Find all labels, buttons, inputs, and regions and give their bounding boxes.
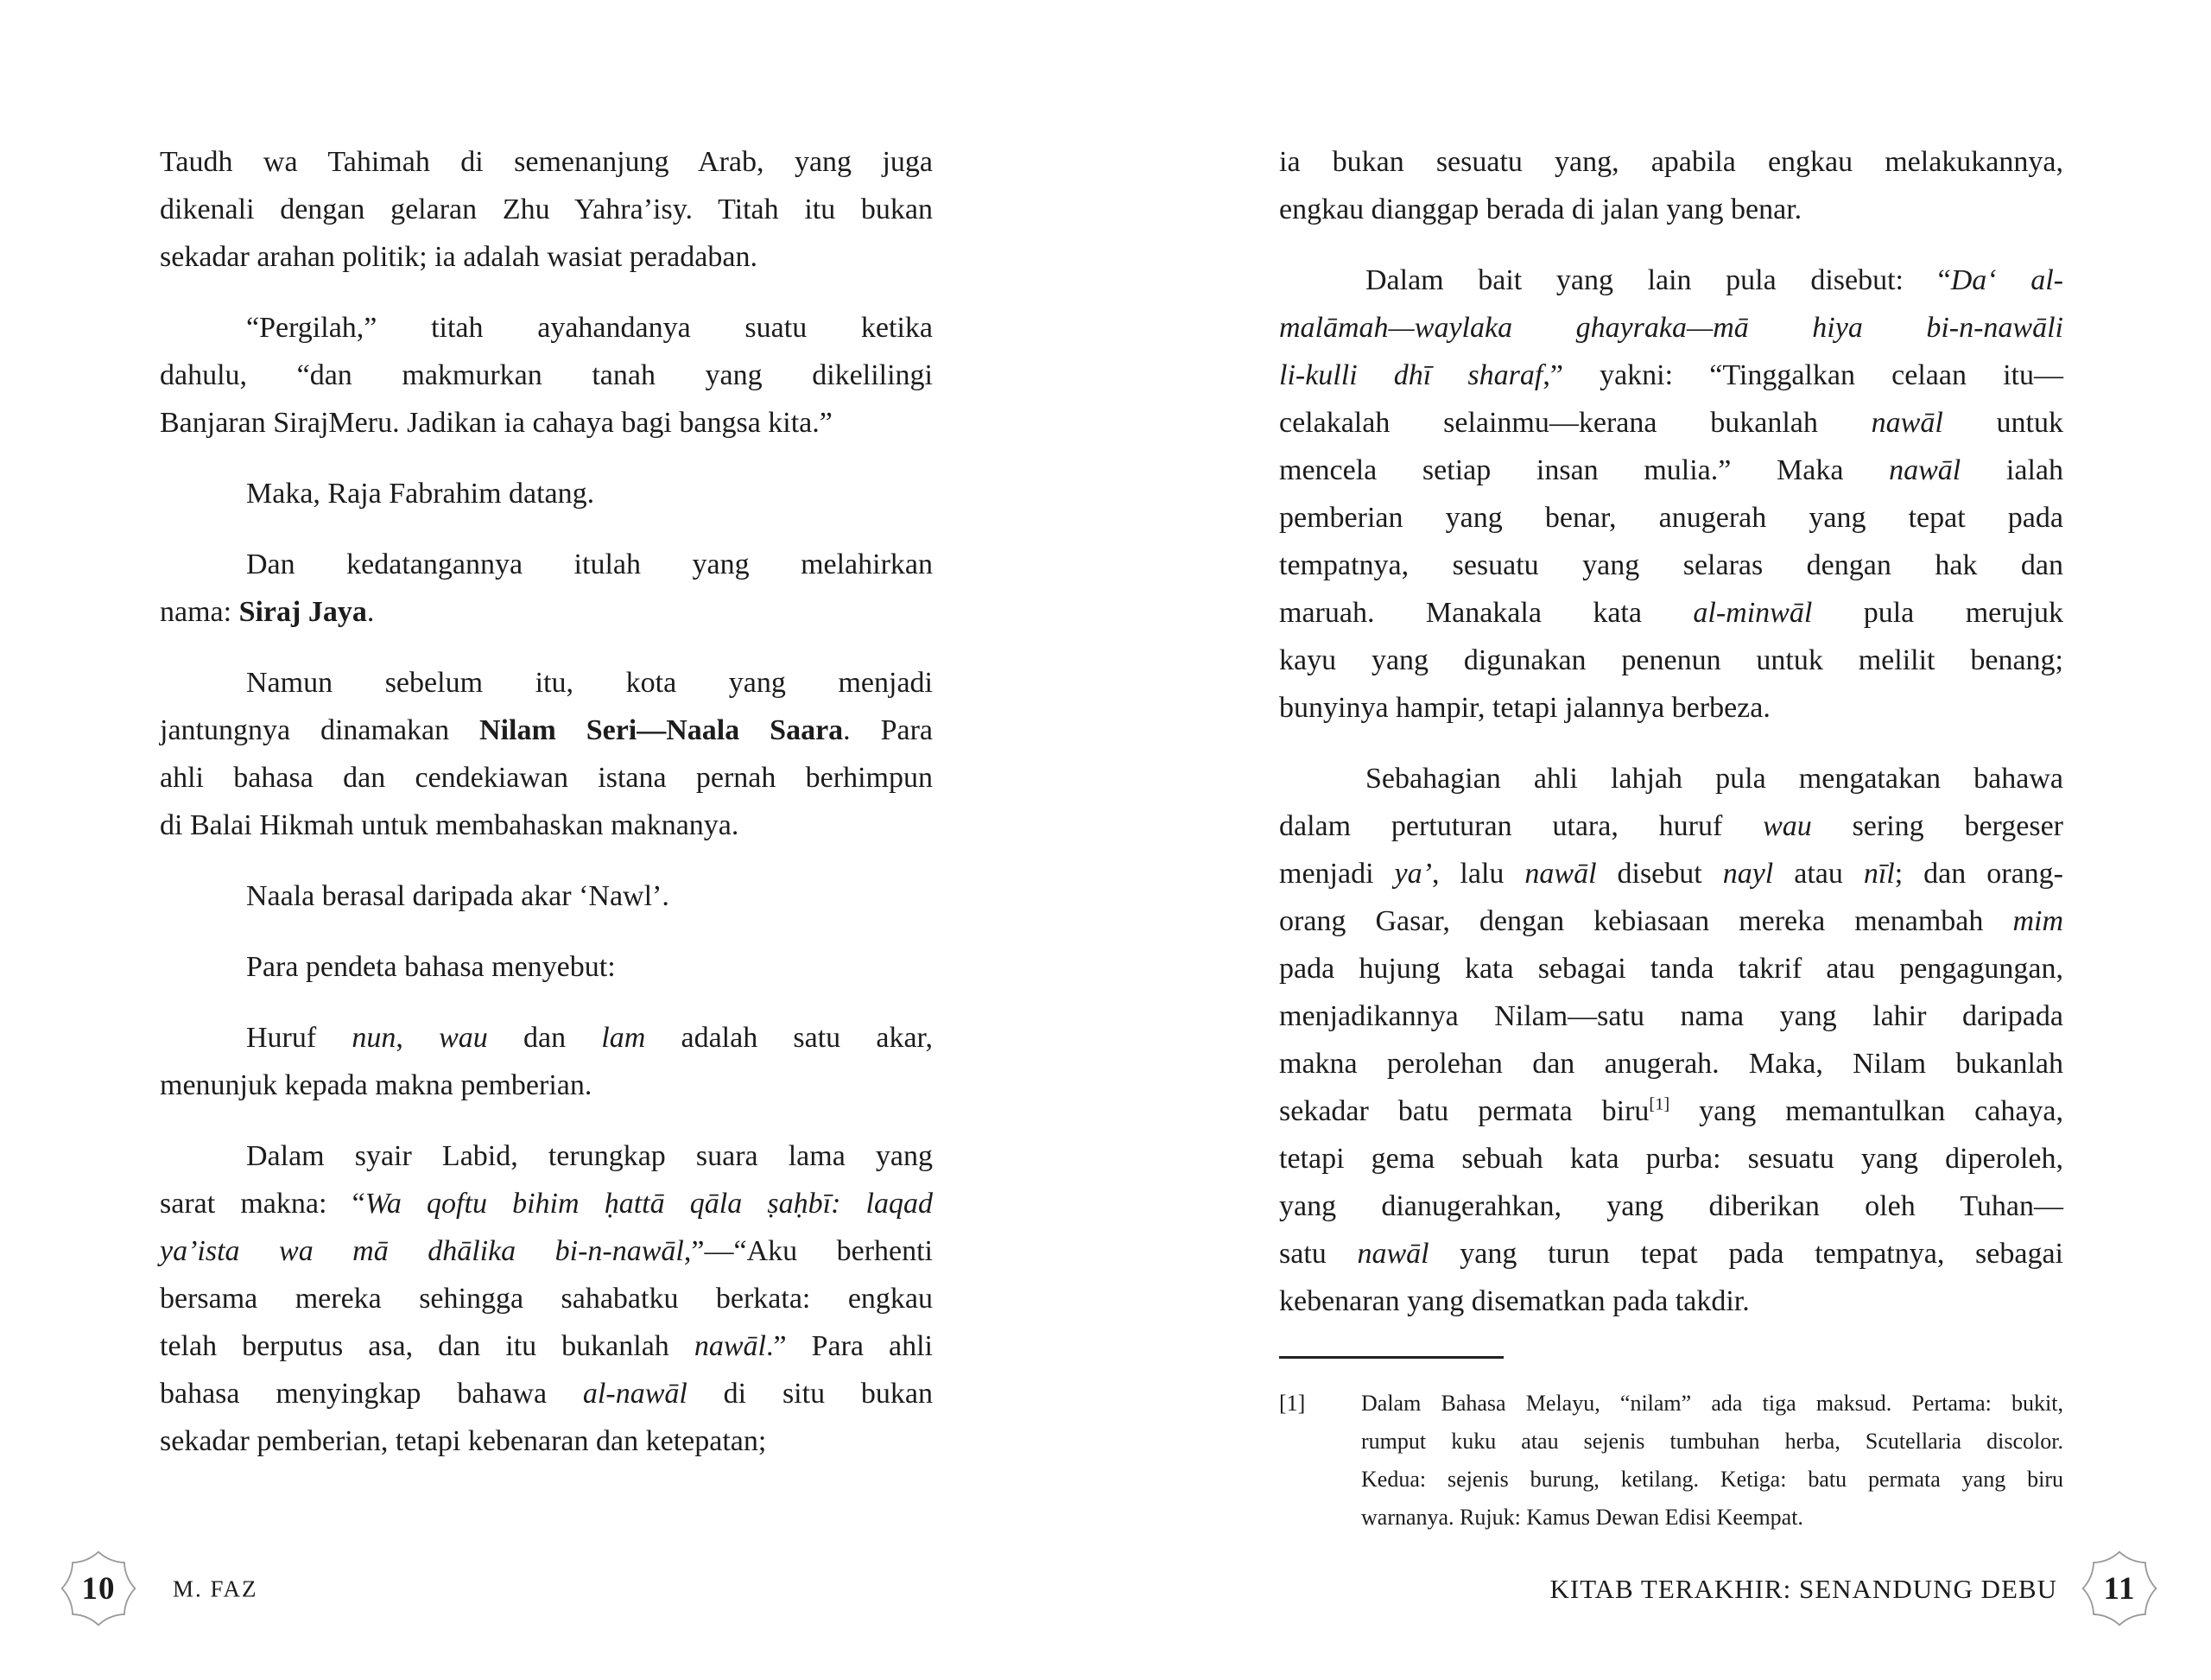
text-line: sekadar arahan politik; ia adalah wasiat peradaban.	[160, 241, 757, 273]
paragraph	[160, 138, 933, 281]
text-line: Sebahagian ahli lahjah pula mengatakan bahawa	[1365, 763, 2063, 795]
text-line: Taudh wa Tahimah di semenanjung Arab, yang juga	[160, 146, 933, 178]
page-number: 10	[81, 1570, 116, 1607]
footnote-separator	[1279, 1356, 1504, 1359]
paragraph	[160, 659, 933, 849]
text-line: bunyinya hampir, tetapi jalannya berbeza.	[1279, 692, 1771, 724]
footnote	[1279, 1385, 2063, 1537]
text-line: pemberian yang benar, anugerah yang tepat pada	[1279, 502, 2063, 534]
text-line: sekadar pemberian, tetapi kebenaran dan ketepatan;	[160, 1425, 767, 1457]
footnote-line: warnanya. Rujuk: Kamus Dewan Edisi Keempat.	[1361, 1505, 1803, 1530]
paragraph	[1279, 257, 2063, 732]
text-line: menjadikannya Nilam—satu nama yang lahir daripada	[1279, 1000, 2063, 1032]
page-11-content	[1279, 138, 2063, 1537]
text-line: kayu yang digunakan penenun untuk melilit benang;	[1279, 644, 2063, 676]
text-line: orang Gasar, dengan kebiasaan mereka menambah mim	[1279, 905, 2063, 937]
footnote-line: rumput kuku atau sejenis tumbuhan herba, Scutellaria discolor.	[1361, 1429, 2063, 1454]
text-line: Dalam bait yang lain pula disebut: “Da‘ al-	[1365, 264, 2063, 296]
text-line: ahli bahasa dan cendekiawan istana pernah berhimpun	[160, 762, 933, 794]
text-line: tempatnya, sesuatu yang selaras dengan hak dan	[1279, 549, 2063, 581]
text-line: bersama mereka sehingga sahabatku berkata: engkau	[160, 1283, 933, 1315]
page-10-content	[160, 138, 933, 1465]
text-line: makna perolehan dan anugerah. Maka, Nilam bukanlah	[1279, 1048, 2063, 1080]
text-line: Huruf nun, wau dan lam adalah satu akar,	[246, 1022, 934, 1054]
text-line: tetapi gema sebuah kata purba: sesuatu yang diperoleh,	[1279, 1143, 2063, 1175]
text-line: sekadar batu permata biru[1] yang memantulkan cahaya,	[1279, 1094, 2064, 1127]
text-line: telah berputus asa, dan itu bukanlah nawāl.” Para ahli	[160, 1330, 933, 1362]
footer-author: M. FAZ	[173, 1575, 258, 1602]
paragraph	[160, 304, 933, 447]
text-line: celakalah selainmu—kerana bukanlah nawāl untuk	[1279, 407, 2064, 439]
paragraph	[160, 470, 933, 517]
text-line: kebenaran yang disematkan pada takdir.	[1279, 1285, 1750, 1317]
text-line: jantungnya dinamakan Nilam Seri—Naala Saara. Para	[160, 714, 933, 746]
text-line: ya’ista wa mā dhālika bi-n-nawāl,”—“Aku berhenti	[160, 1235, 934, 1267]
text-line: yang dianugerahkan, yang diberikan oleh Tuhan—	[1279, 1190, 2063, 1222]
text-line: “Pergilah,” titah ayahandanya suatu ketika	[246, 312, 933, 344]
text-line: engkau dianggap berada di jalan yang benar.	[1279, 193, 1802, 225]
text-line: bahasa menyingkap bahawa al-nawāl di situ bukan	[160, 1378, 933, 1410]
paragraph	[160, 541, 933, 636]
text-line: Dan kedatangannya itulah yang melahirkan	[246, 548, 933, 580]
paragraph	[160, 1014, 933, 1109]
text-line: menunjuk kepada makna pemberian.	[160, 1069, 592, 1101]
paragraph	[160, 872, 933, 920]
paragraph	[160, 1132, 933, 1465]
text-line: malāmah—waylaka ghayraka—mā hiya bi-n-nawāli	[1279, 312, 2063, 344]
footer-book-title: KITAB TERAKHIR: SENANDUNG DEBU	[1549, 1574, 2057, 1604]
text-line: Banjaran SirajMeru. Jadikan ia cahaya bagi bangsa kita.”	[160, 407, 833, 439]
text-line: ia bukan sesuatu yang, apabila engkau melakukannya,	[1279, 146, 2063, 178]
text-line: Naala berasal daripada akar ‘Nawl’.	[246, 880, 669, 912]
text-line: menjadi ya’, lalu nawāl disebut nayl atau nīl; dan orang-	[1279, 858, 2063, 890]
text-line: Para pendeta bahasa menyebut:	[246, 951, 616, 983]
footnote-line: Kedua: sejenis burung, ketilang. Ketiga: batu permata yang biru	[1361, 1467, 2063, 1492]
footnote-marker: [1]	[1279, 1391, 1306, 1416]
text-line: mencela setiap insan mulia.” Maka nawāl ialah	[1279, 454, 2063, 486]
paragraph	[1279, 755, 2063, 1325]
text-line: dahulu, “dan makmurkan tanah yang dikelilingi	[160, 359, 933, 391]
text-line: dalam pertuturan utara, huruf wau sering bergeser	[1279, 810, 2064, 842]
text-line: dikenali dengan gelaran Zhu Yahra’isy. Titah itu bukan	[160, 193, 933, 225]
text-line: pada hujung kata sebagai tanda takrif atau pengagungan,	[1279, 953, 2063, 985]
text-line: Dalam syair Labid, terungkap suara lama yang	[246, 1140, 933, 1172]
page-number-badge-left	[59, 1549, 138, 1628]
text-line: Maka, Raja Fabrahim datang.	[246, 478, 595, 510]
paragraph	[1279, 138, 2063, 233]
page-number-badge-right	[2080, 1549, 2159, 1628]
footnote-line: Dalam Bahasa Melayu, “nilam” ada tiga maksud. Pertama: bukit,	[1361, 1391, 2063, 1416]
text-line: maruah. Manakala kata al-minwāl pula merujuk	[1279, 597, 2064, 629]
text-line: di Balai Hikmah untuk membahaskan maknanya.	[160, 809, 739, 841]
page-number: 11	[2103, 1570, 2136, 1607]
text-line: Namun sebelum itu, kota yang menjadi	[246, 667, 933, 699]
text-line: satu nawāl yang turun tepat pada tempatnya, sebagai	[1279, 1238, 2063, 1270]
text-line: nama: Siraj Jaya.	[160, 596, 375, 628]
paragraph	[160, 943, 933, 991]
text-line: sarat makna: “Wa qoftu bihim ḥattā qāla ṣaḥbī: laqad	[160, 1188, 933, 1220]
text-line: li-kulli dhī sharaf,” yakni: “Tinggalkan celaan itu—	[1279, 359, 2063, 391]
